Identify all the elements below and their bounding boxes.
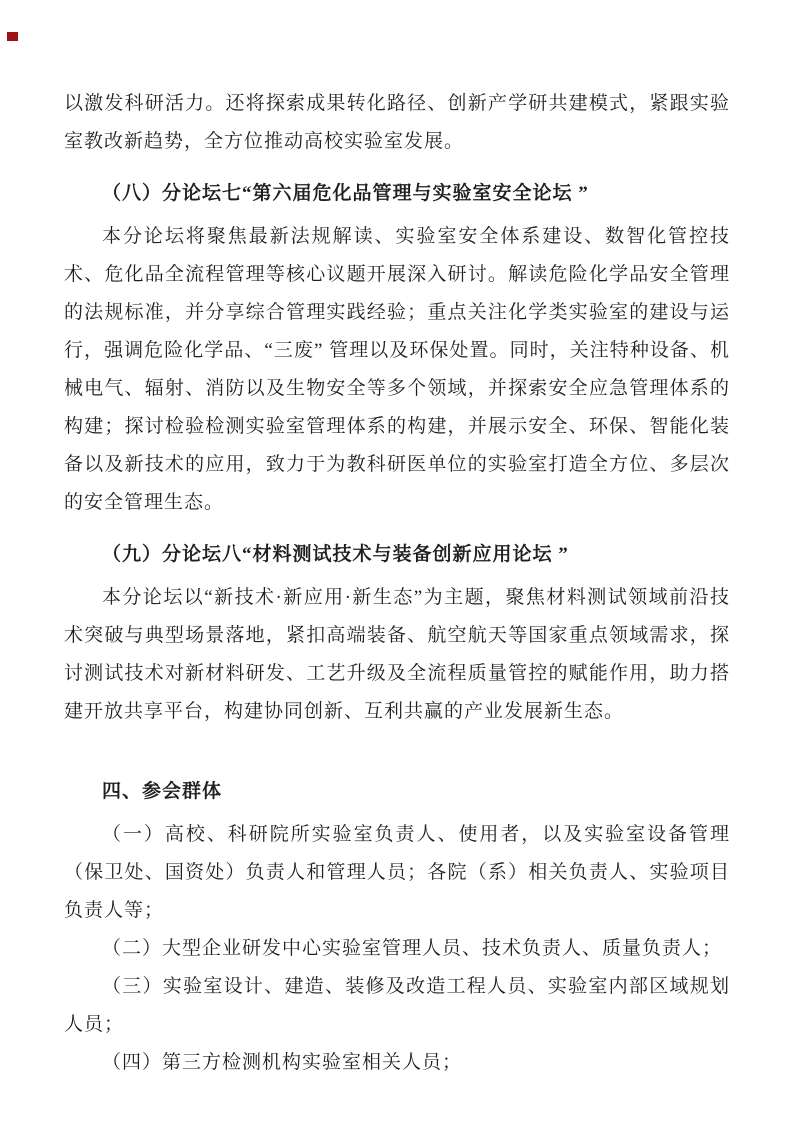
heading-subforum7-safety: （八）分论坛七“第六届危化品管理与实验室安全论坛 ”: [102, 183, 589, 204]
attendee-group-item-3: （三）实验室设计、建造、装修及改造工程人员、实验室内部区域规划人员；: [64, 976, 730, 1035]
paragraph-subforum7-description: 本分论坛将聚焦最新法规解读、实验室安全体系建设、数智化管控技术、危化品全流程管理等核心议题开展深入研讨。解读危险化学品安全管理的法规标准，并分享综合管理实践经验；重点关注化学类实验室的建设与运行，强调危险化学品、“三废” 管理以及环保处置。同时，关注特种设备、机械电气、辐射、消防以及生物安全等多个领域，并探索安全应急管理体系的构建；探讨检验检测实验室管理体系的构建，并展示安全、环保、智能化装备以及新技术的应用，致力于为教科研医单位的实验室打造全方位、多层次的安全管理生态。: [64, 226, 730, 513]
page-corner-marker: [7, 32, 18, 41]
attendee-group-item-1: （一）高校、科研院所实验室负责人、使用者，以及实验室设备管理（保卫处、国资处）负责人和管理人员；各院（系）相关负责人、实验项目负责人等；: [64, 824, 730, 921]
heading-subforum8-materials: （九）分论坛八“材料测试技术与装备创新应用论坛 ”: [102, 544, 569, 565]
attendee-group-item-4: （四）第三方检测机构实验室相关人员；: [102, 1052, 463, 1073]
paragraph-forum6-continuation: 以激发科研活力。还将探索成果转化路径、创新产学研共建模式，紧跟实验室教改新趋势，全方位推动高校实验室发展。: [64, 93, 730, 152]
attendee-group-item-2: （二）大型企业研发中心实验室管理人员、技术负责人、质量负责人；: [102, 938, 723, 959]
document-content: [64, 85, 730, 1082]
paragraph-subforum8-description: 本分论坛以“新技术·新应用·新生态”为主题，聚焦材料测试领域前沿技术突破与典型场景落地，紧扣高端装备、航空航天等国家重点领域需求，探讨测试技术对新材料研发、工艺升级及全流程质量管控的赋能作用，助力搭建开放共享平台，构建协同创新、互利共赢的产业发展新生态。: [64, 587, 730, 722]
heading-section4-attendees: 四、参会群体: [102, 781, 223, 802]
